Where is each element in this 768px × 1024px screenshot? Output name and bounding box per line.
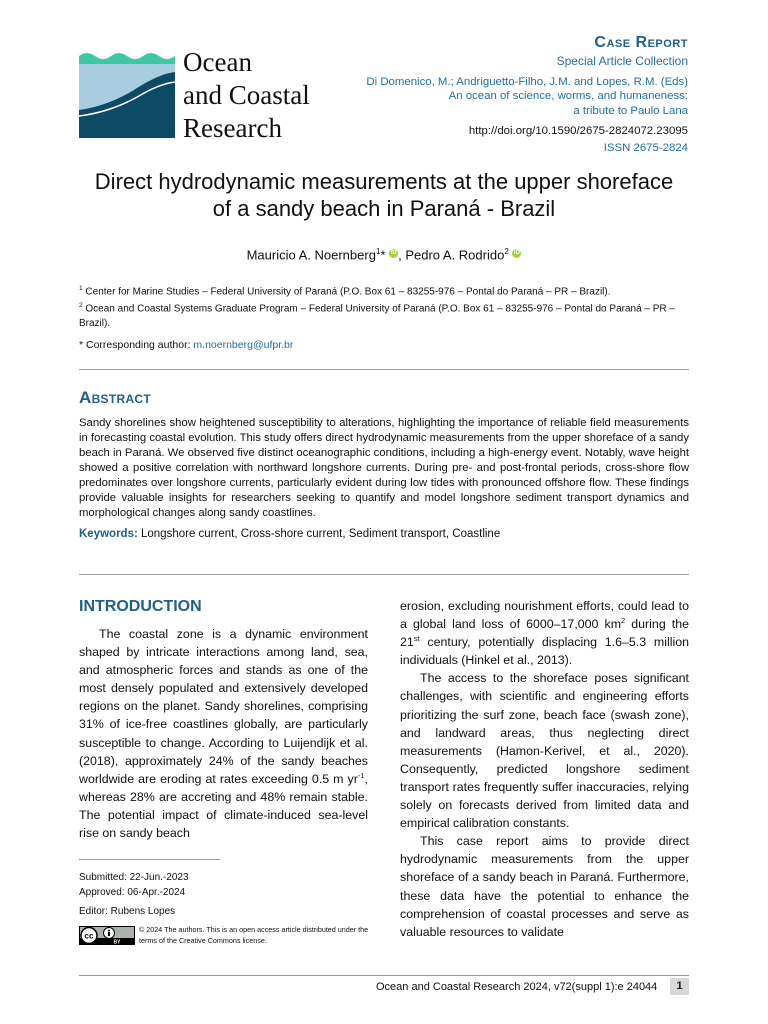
header-info <box>366 34 688 155</box>
corresponding-email-link[interactable]: m.noernberg@ufpr.br <box>193 339 294 351</box>
superscript: -1 <box>357 770 365 780</box>
abstract-heading: Abstract <box>79 388 152 407</box>
column-right <box>400 597 689 941</box>
keywords-list: Longshore current, Cross-shore current, Sediment transport, Coastline <box>137 528 501 540</box>
text-run: century, potentially displacing 1.6–5.3 million individuals (Hinkel et al., 2013). <box>400 635 689 668</box>
author-affil-sup: 1 <box>375 247 381 256</box>
column-left <box>79 625 368 842</box>
author-name: Mauricio A. Noernberg <box>246 247 376 263</box>
article-title <box>60 168 708 222</box>
title-line: Direct hydrodynamic measurements at the upper shoreface <box>94 169 674 194</box>
text-run: , whereas 28% are accreting and 48% remain stable. The potential impact of climate-induced sea-level rise on sandy beach <box>79 771 368 841</box>
title-line: of a sandy beach in Paraná - Brazil <box>212 196 556 221</box>
affiliation-2 <box>79 299 689 330</box>
author-name: Pedro A. Rodrido <box>405 247 505 263</box>
orcid-icon[interactable]: iD <box>390 250 397 256</box>
paragraph: This case report aims to provide direct hydrodynamic measurements from the upper shoreface of a sandy beach in Paraná. Furthermore, these data have the potential to enhance the comprehension of coastal processes and serve as valuable resources to validate <box>400 834 689 939</box>
editor-name: Editor: Rubens Lopes <box>79 906 176 917</box>
author-list: Mauricio A. Noernberg$^1$* iD , Pedro A. Rodrido$^2$ iD <box>246 247 520 263</box>
affiliations <box>79 282 689 331</box>
superscript: 2 <box>621 615 626 625</box>
collection-title-line: a tribute to Paulo Lana <box>573 104 688 117</box>
submitted-date: Submitted: 22-Jun.-2023 <box>79 872 189 883</box>
text-run: erosion, excluding nourishment efforts, could lead to a global land loss of 6000–17,000 km <box>400 599 689 632</box>
journal-name-line: and Coastal <box>183 80 310 110</box>
text-run: The coastal zone is a dynamic environment shaped by intricate interactions among land, sea, and atmospheric forces and stands as one of the most densely populated and extensively developed regions on the planet. Sandy shorelines, comprising 31% of ice-free coastlines globally, are particularly susceptible to change. According to Luijendijk et al. (2018), approximately 24% of the sandy beaches worldwide are eroding at rates exceeding 0.5 m yr <box>79 627 368 786</box>
journal-name-line: Ocean <box>183 47 252 77</box>
author-affil-sup: 2 <box>504 247 509 256</box>
journal-logo-icon <box>79 50 175 138</box>
affil-text: Ocean and Coastal Systems Graduate Program – Federal University of Paraná (P.O. Box 61 – 83255-976 – Pontal do Paraná – PR – Brazil). <box>79 303 675 329</box>
corresponding-mark: * <box>380 247 386 263</box>
corresponding-author <box>79 339 293 351</box>
issn: ISSN 2675-2824 <box>603 141 688 154</box>
journal-name-line: Research <box>183 113 282 143</box>
affil-sup: 2 <box>79 302 83 310</box>
abstract-text: Sandy shorelines show heightened susceptibility to alterations, highlighting the importance of reliable field measurements in forecasting coastal evolution. This study offers direct hydrodynamic measurements from the upper shoreface of a sandy beach in Paraná. We observed five distinct oceanographic conditions, including a high-energy event. Notably, wave height showed a positive correlation with northward longshore currents. During pre- and post-frontal periods, cross-shore flow predominates over longshore currents, particularly evident during low tides with pronounced offshore flow. These findings provide valuable insights for researchers seeking to quantify and model longshore sediment transport dynamics and morphological changes along sandy coastlines. <box>79 417 689 519</box>
creative-commons-badge-icon[interactable] <box>79 926 135 945</box>
paragraph: The access to the shoreface poses significant challenges, with scientific and engineering efforts prioritizing the surf zone, beach face (swash zone), and landward areas, thus neglecting direct measurements (Hamon-Kerivel, et al., 2020). Consequently, predicted longshore sediment transport rates frequently suffer inaccuracies, relying solely on forecasts derived from limited data and empirical calibration constants. <box>400 671 689 831</box>
editors-line: Di Domenico, M.; Andriguetto-Filho, J.M. and Lopes, R.M. (Eds) <box>366 75 688 88</box>
orcid-icon[interactable]: iD <box>513 250 520 256</box>
corresponding-label: * Corresponding author: <box>79 339 194 351</box>
approved-date: Approved: 06-Apr.-2024 <box>79 887 186 898</box>
footer-divider <box>79 975 689 976</box>
license-text: © 2024 The authors. This is an open access article distributed under the terms of the Creative Commons license. <box>139 925 369 945</box>
paragraph <box>79 625 368 842</box>
by-badge-text: BY <box>113 939 121 945</box>
article-type: Case Report <box>594 34 688 51</box>
divider <box>79 369 689 370</box>
footer-citation: Ocean and Coastal Research 2024, v72(suppl 1):e 24044 <box>376 981 658 993</box>
superscript: st <box>413 634 420 644</box>
affiliation-1 <box>79 282 689 299</box>
paragraph <box>400 597 689 669</box>
affil-text: Center for Marine Studies – Federal University of Paraná (P.O. Box 61 – 83255-976 – Pontal do Paraná – PR – Brazil). <box>85 286 611 298</box>
doi-link[interactable]: http://doi.org/10.1590/2675-2824072.23095 <box>468 125 688 137</box>
footnote-divider <box>79 859 220 860</box>
section-heading: INTRODUCTION <box>79 598 202 615</box>
keywords <box>79 528 500 540</box>
collection-title-line: An ocean of science, worms, and humaneness: <box>448 90 688 102</box>
collection-name: Special Article Collection <box>556 54 688 68</box>
affil-sup: 1 <box>79 285 83 292</box>
cc-badge-text: cc <box>84 931 94 941</box>
journal-name <box>183 46 310 145</box>
article-dates <box>79 870 189 919</box>
text-run: during the 21 <box>400 617 690 650</box>
divider <box>79 574 689 575</box>
page-number: 1 <box>670 978 689 995</box>
keywords-label: Keywords: <box>79 528 138 540</box>
